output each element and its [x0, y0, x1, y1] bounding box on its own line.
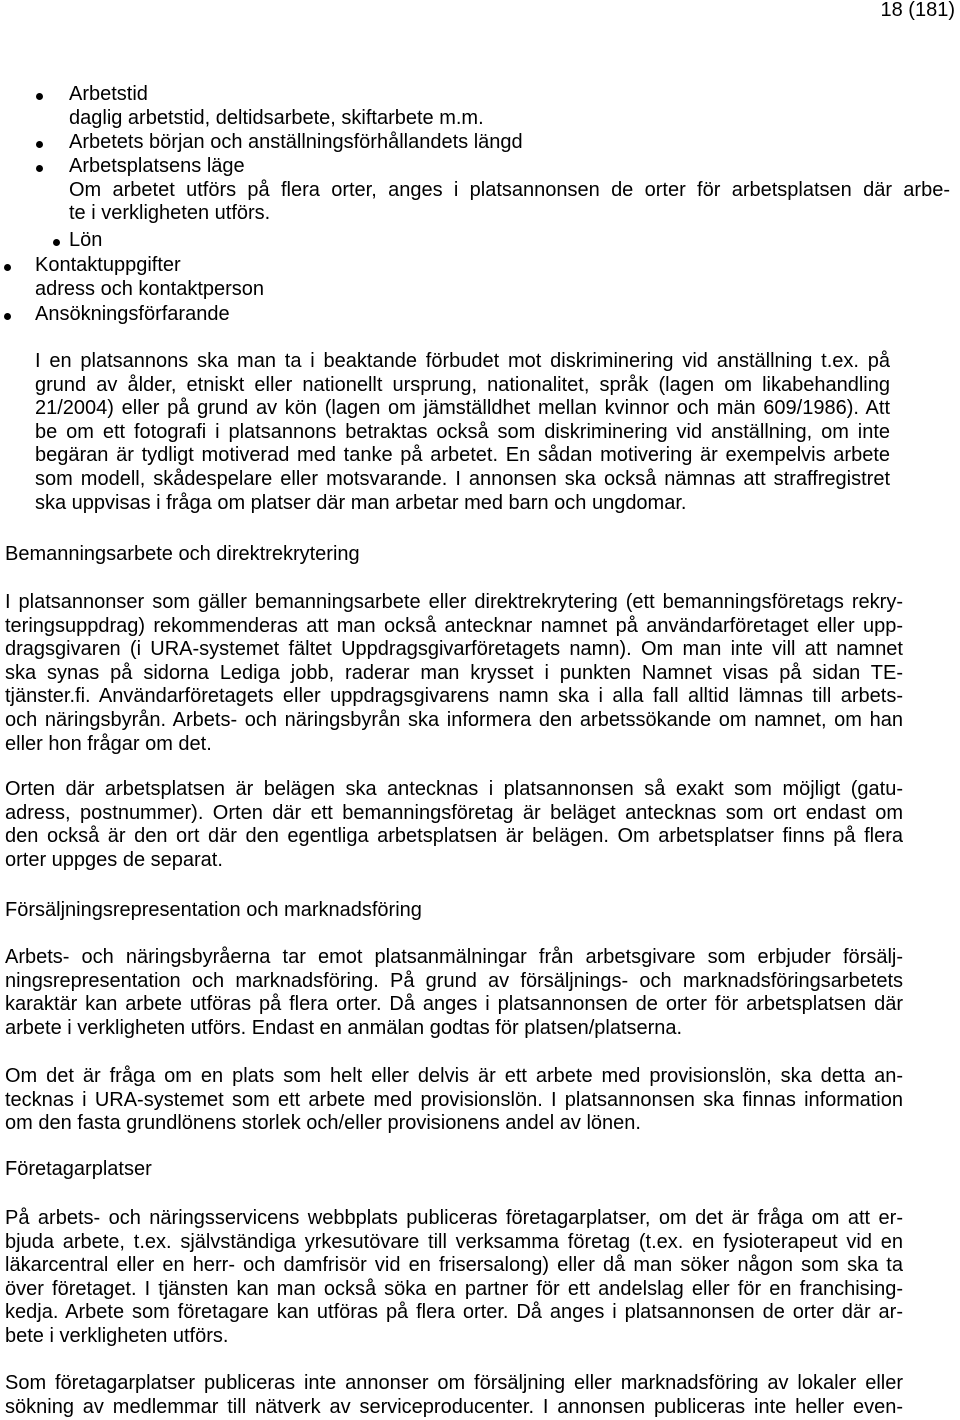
paragraph-line: om den fasta grundlönens storlek och/eller provisionens andel av lönen.	[5, 1112, 641, 1135]
paragraph-line: tecknas i URA-systemet som ett arbete med provisionslön. I platsannonsen ska finnas information	[5, 1088, 903, 1111]
list-item-detail: te i verkligheten utförs.	[69, 202, 271, 225]
section-heading: Bemanningsarbete och direktrekrytering	[5, 543, 360, 565]
paragraph-line: den också är den ort där den egentliga arbetsplatsen är belägen. Om arbetsplatser finns på flera	[5, 825, 903, 848]
paragraph-line: 21/2004) eller på grund av kön (lagen om jämställdhet mellan kvinnor och män 609/1986). Att	[35, 397, 890, 420]
list-item-label: Arbetstid	[69, 83, 148, 105]
paragraph-line: ska uppvisas i fråga om platser där man arbetar med barn och ungdomar.	[35, 491, 687, 514]
paragraph	[5, 946, 903, 1040]
paragraph	[5, 778, 903, 872]
bullet-icon	[53, 239, 60, 246]
paragraph-line: karaktär kan arbete utföras på flera orter. Då anges i platsannonsen de orter för arbetsplatsen där	[5, 993, 903, 1016]
paragraph-line: I en platsannons ska man ta i beaktande förbudet mot diskriminering vid anställning t.ex. på	[35, 350, 890, 372]
list-item-label: Lön	[69, 229, 103, 251]
paragraph	[5, 1372, 903, 1419]
list-item-detail: Om arbetet utförs på flera orter, anges i platsannonsen de orter för arbetsplatsen där arbe-	[69, 178, 950, 201]
paragraph-line: över företaget. I tjänsten kan man också söka en partner för ett andelslag eller för en franchising-	[5, 1277, 903, 1300]
list-item	[69, 83, 484, 130]
paragraph-line: kedja. Arbete som företagare kan utföras på flera orter. Då anges i platsannonsen de orter där ar-	[5, 1301, 903, 1324]
bullet-icon	[36, 93, 43, 100]
bullet-icon	[4, 264, 11, 271]
section-heading: Försäljningsrepresentation och marknadsföring	[5, 899, 422, 921]
paragraph	[5, 1065, 903, 1136]
paragraph-line: adress, postnummer). Orten där ett bemanningsföretag är beläget antecknas som ort endast om	[5, 801, 903, 824]
paragraph-line: teringsuppdrag) rekommenderas att man också antecknar namnet på användarföretaget eller upp-	[5, 614, 903, 637]
paragraph-line: begäran är tydligt motiverad med tanke på arbetet. En sådan motivering är exempelvis arbete	[35, 444, 890, 467]
list-item-label: Kontaktuppgifter	[35, 254, 181, 276]
paragraph-line: I platsannonser som gäller bemanningsarbete eller direktrekrytering (ett bemanningsföretags rekry-	[5, 591, 903, 613]
list-item	[35, 303, 230, 327]
paragraph-line: bete i verkligheten utförs.	[5, 1324, 229, 1347]
list-item	[69, 155, 950, 226]
list-item-label: Arbetsplatsens läge	[69, 155, 245, 177]
bullet-icon	[36, 141, 43, 148]
paragraph	[5, 1207, 903, 1349]
bullet-icon	[36, 165, 43, 172]
paragraph-line: arbete i verkligheten utförs. Endast en anmälan godtas för platsen/platserna.	[5, 1016, 683, 1039]
paragraph-line: be om ett fotografi i platsannons betraktas också som diskriminering vid anställning, om inte	[35, 420, 890, 443]
paragraph-line: läkarcentral eller en herr- och damfrisör vid en frisersalong) eller då man söker någon som ska ta	[5, 1254, 903, 1277]
paragraph-line: sökning av medlemmar till nätverk av serviceproducenter. I annonsen publiceras inte heller even-	[5, 1395, 903, 1418]
list-item-detail: adress och kontaktperson	[35, 277, 265, 300]
section-heading: Företagarplatser	[5, 1158, 152, 1180]
paragraph-line: På arbets- och näringsservicens webbplats publiceras företagarplatser, om det är fråga om att er-	[5, 1207, 903, 1229]
paragraph-line: ningsrepresentation och marknadsföring. På grund av försäljnings- och marknadsföringsarbetets	[5, 969, 903, 992]
paragraph-line: eller hon frågar om det.	[5, 732, 212, 755]
paragraph-line: Arbets- och näringsbyråerna tar emot platsanmälningar från arbetsgivare som erbjuder försälj-	[5, 946, 903, 968]
paragraph-line: grund av ålder, etniskt eller nationellt ursprung, nationalitet, språk (lagen om likabehandling	[35, 373, 890, 396]
paragraph-line: Orten där arbetsplatsen är belägen ska antecknas i platsannonsen så exakt som möjligt (gatu-	[5, 778, 903, 800]
paragraph-line: Som företagarplatser publiceras inte annonser om försäljning eller marknadsföring av lokaler eller	[5, 1372, 903, 1394]
paragraph-line: tjänster.fi. Användarföretagets eller uppdragsgivarens namn ska i alla fall alltid lämnas till arbets-	[5, 685, 903, 708]
list-item	[69, 229, 102, 253]
list-item-label: Ansökningsförfarande	[35, 303, 230, 325]
list-item-detail: daglig arbetstid, deltidsarbete, skiftarbete m.m.	[69, 106, 484, 129]
list-item	[69, 131, 523, 155]
paragraph-line: ska synas på sidorna Lediga jobb, raderar man krysset i punkten Namnet visas på sidan TE-	[5, 661, 903, 684]
list-item-label: Arbetets början och anställningsförhållandets längd	[69, 131, 523, 153]
paragraph-line: orter uppges de separat.	[5, 848, 223, 871]
page-number: 18 (181)	[880, 0, 955, 21]
paragraph-line: bjuda arbete, t.ex. självständiga yrkesutövare till verksamma företag (t.ex. en fysioterapeut vid en	[5, 1230, 903, 1253]
paragraph-line: som modell, skådespelare eller motsvarande. I annonsen ska också nämnas att straffregistret	[35, 467, 890, 490]
intro-paragraph	[35, 350, 890, 515]
paragraph-line: dragsgivaren (i URA-systemet fältet Uppdragsgivarföretagets namn). Om man inte vill att namnet	[5, 638, 903, 661]
paragraph-line: Om det är fråga om en plats som helt eller delvis är ett arbete med provisionslön, ska detta an-	[5, 1065, 903, 1087]
paragraph-line: och näringsbyrån. Arbets- och näringsbyrån ska informera den arbetssökande om namnet, om han	[5, 708, 903, 731]
paragraph	[5, 591, 903, 756]
bullet-icon	[4, 313, 11, 320]
list-item	[35, 254, 264, 301]
